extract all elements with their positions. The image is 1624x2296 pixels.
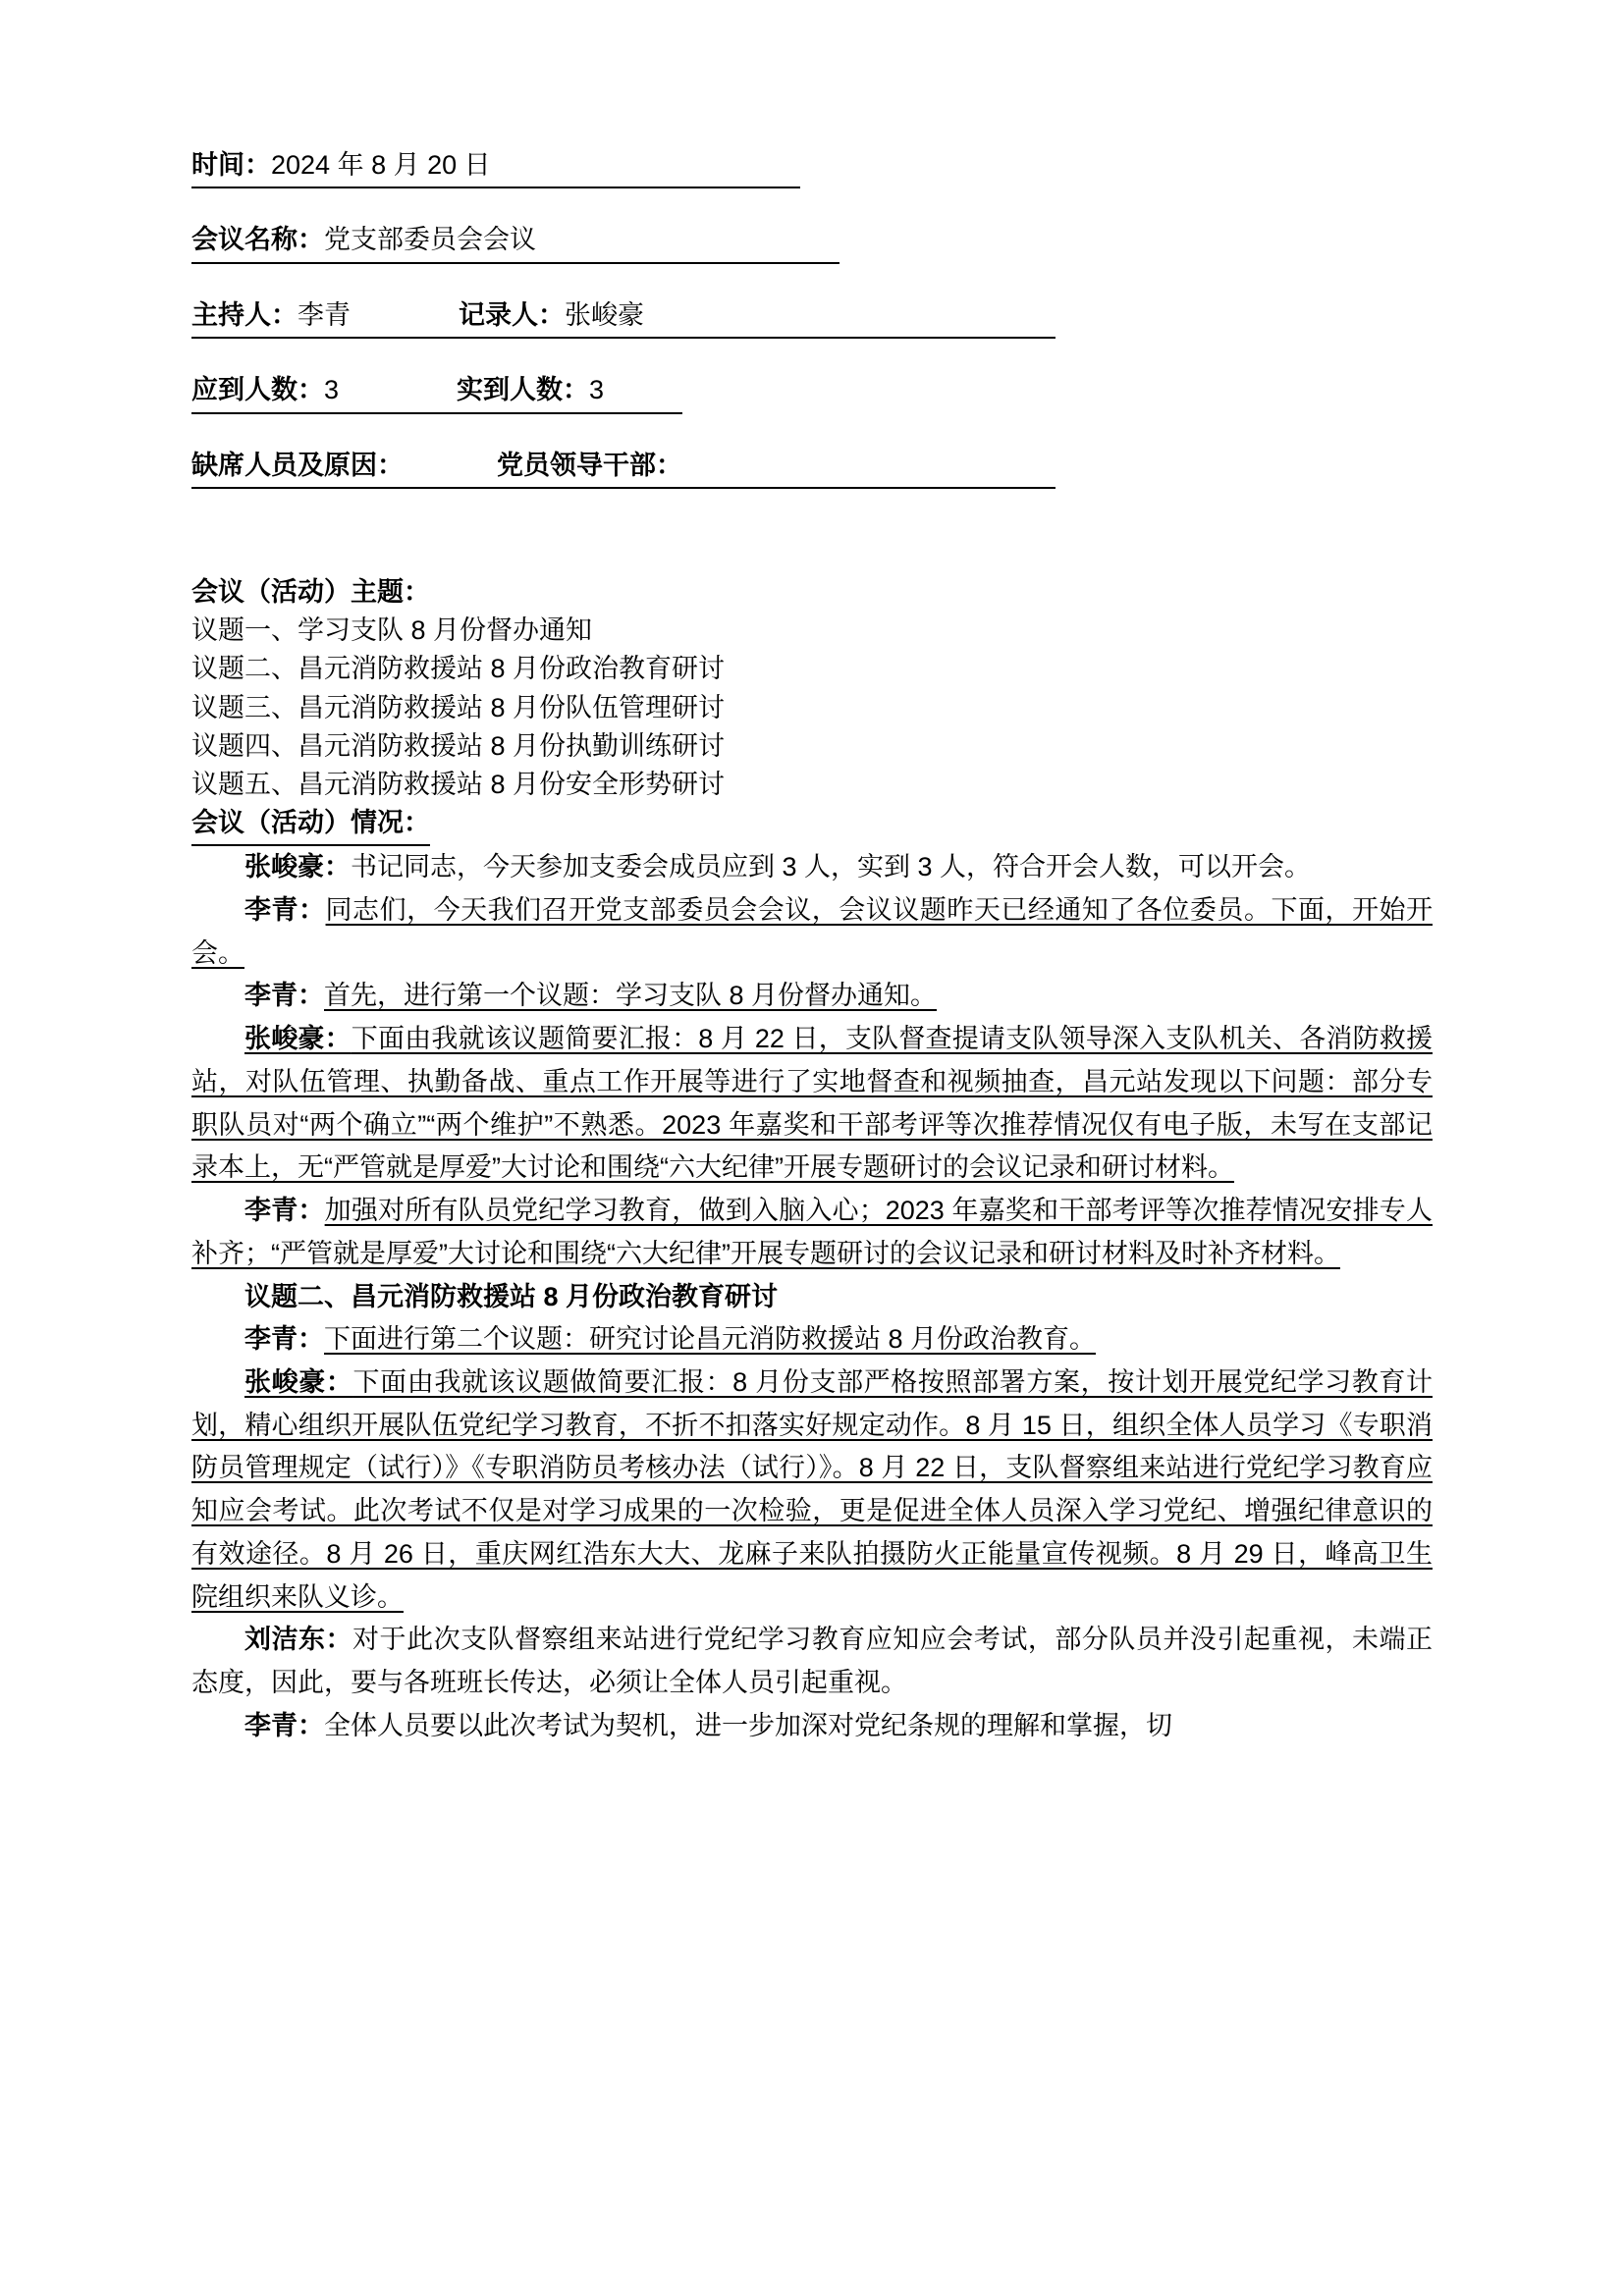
speaker-name: 张峻豪：: [244, 852, 351, 882]
speech-text: 全体人员要以此次考试为契机，进一步加深对党纪条规的理解和掌握，切: [324, 1710, 1172, 1740]
meta-row-meeting-name: [191, 222, 1433, 263]
speech-text: 同志们，今天我们召开党支部委员会会议，会议议题昨天已经通知了各位委员。下面，开始开会。: [191, 894, 1434, 968]
speech-entry-4: [191, 1018, 1433, 1190]
speaker-name: 张峻豪：: [244, 1366, 353, 1397]
speech-entry-1: [191, 846, 1433, 889]
time-value: 2024 年 8 月 20 日: [271, 150, 491, 180]
recorder-label: 记录人：: [459, 299, 565, 330]
expected-count-value: 3: [324, 375, 340, 405]
speech-text: 首先，进行第一个议题：学习支队 8 月份督办通知。: [324, 981, 938, 1011]
speech-entry-3: [191, 975, 1433, 1018]
speaker-name: 张峻豪：: [244, 1024, 352, 1054]
meeting-situation-title: 会议（活动）情况：: [191, 804, 430, 846]
speech-text: 加强对所有队员党纪学习教育，做到入脑入心；2023 年嘉奖和干部考评等次推荐情况安排专人补齐；“严管就是厚爱”大讨论和围绕“六大纪律”开展专题研讨的会议记录和研讨材料及时补齐材料。: [191, 1196, 1433, 1268]
agenda-item-5: 议题五、昌元消防救援站 8 月份安全形势研讨: [191, 769, 726, 799]
speech-entry-6: [191, 1318, 1433, 1362]
actual-count-label: 实到人数：: [457, 375, 590, 405]
agenda-item-4: 议题四、昌元消防救援站 8 月份执勤训练研讨: [191, 730, 726, 761]
meeting-name-value: 党支部委员会会议: [324, 225, 536, 255]
meta-row-absent: [191, 448, 1433, 489]
speech-text: 对于此次支队督察组来站进行党纪学习教育应知应会考试，部分队员并没引起重视，未端正态度，因此，要与各班班长传达，必须让全体人员引起重视。: [191, 1625, 1433, 1698]
speaker-name: 李青：: [244, 1324, 324, 1355]
recorder-value: 张峻豪: [565, 299, 644, 330]
speech-entry-8: [191, 1619, 1433, 1704]
time-field: [191, 147, 800, 188]
meeting-situation-title-wrap: [191, 804, 1433, 846]
speech-entry-2: [191, 889, 1433, 975]
time-label: 时间：: [191, 150, 271, 180]
meeting-meta-block: [191, 147, 1433, 489]
meeting-topic-section: [191, 573, 1433, 804]
agenda-item-3: 议题三、昌元消防救援站 8 月份队伍管理研讨: [191, 692, 726, 722]
speech-entry-9: [191, 1705, 1433, 1748]
attendance-field: [191, 372, 682, 413]
speech-entry-7: [191, 1362, 1433, 1619]
host-recorder-field: [191, 297, 1056, 339]
meta-body-spacer: [191, 522, 1433, 573]
speech-entry-5: [191, 1190, 1433, 1275]
speaker-name: 刘洁东：: [244, 1625, 353, 1655]
meta-row-attendance: [191, 372, 1433, 413]
meta-row-time: [191, 147, 1433, 188]
speech-text: 下面由我就该议题做简要汇报：8 月份支部严格按照部署方案，按计划开展党纪学习教育计划，精心组织开展队伍党纪学习教育，不折不扣落实好规定动作。8 月 15 日，组织全体人员学习《专职消防员管理规定（试行）》《专职消防员考核办法（试行）》。8 月 22 日，支队督察组来站进行党纪学习教育应知应会考试。此次考试不仅是对学习成果的一次检验，更是促进全体人员深入学习党纪、增强纪律意识的有效途径。8 月 26 日，重庆网红浩东大大、龙麻子来队拍摄防火正能量宣传视频。8 月 29 日，峰高卫生院组织来队义诊。: [191, 1366, 1433, 1612]
agenda-item-2: 议题二、昌元消防救援站 8 月份政治教育研讨: [191, 654, 726, 684]
absent-label: 缺席人员及原因：: [191, 450, 404, 480]
topic2-heading: 议题二、昌元消防救援站 8 月份政治教育研讨: [244, 1281, 779, 1311]
meeting-name-field: [191, 222, 839, 263]
speech-text: 下面由我就该议题简要汇报：8 月 22 日，支队督查提请支队领导深入支队机关、各消防救援站，对队伍管理、执勤备战、重点工作开展等进行了实地督查和视频抽查，昌元站发现以下问题：部分专职队员对“两个确立”“两个维护”不熟悉。2023 年嘉奖和干部考评等次推荐情况仅有电子版，未写在支部记录本上，无“严管就是厚爱”大讨论和围绕“六大纪律”开展专题研讨的会议记录和研讨材料。: [191, 1024, 1434, 1183]
absent-field: [191, 448, 1056, 489]
host-value: 李青: [298, 299, 351, 330]
meeting-name-label: 会议名称：: [191, 225, 324, 255]
speaker-name: 李青：: [244, 894, 326, 925]
agenda-item-1: 议题一、学习支队 8 月份督办通知: [191, 615, 593, 646]
actual-count-value: 3: [589, 375, 605, 405]
meta-row-host-recorder: [191, 297, 1433, 339]
party-leader-label: 党员领导干部：: [497, 450, 682, 480]
speaker-name: 李青：: [244, 981, 324, 1011]
expected-count-label: 应到人数：: [191, 375, 324, 405]
host-label: 主持人：: [191, 299, 298, 330]
speech-text: 下面进行第二个议题：研究讨论昌元消防救援站 8 月份政治教育。: [324, 1324, 1097, 1355]
meeting-content-section: [191, 804, 1433, 1748]
speaker-name: 李青：: [244, 1710, 324, 1740]
meeting-topic-title: 会议（活动）主题：: [191, 577, 430, 608]
speaker-name: 李青：: [244, 1196, 325, 1226]
speech-text: 书记同志，今天参加支委会成员应到 3 人，实到 3 人，符合开会人数，可以开会。: [351, 852, 1312, 882]
